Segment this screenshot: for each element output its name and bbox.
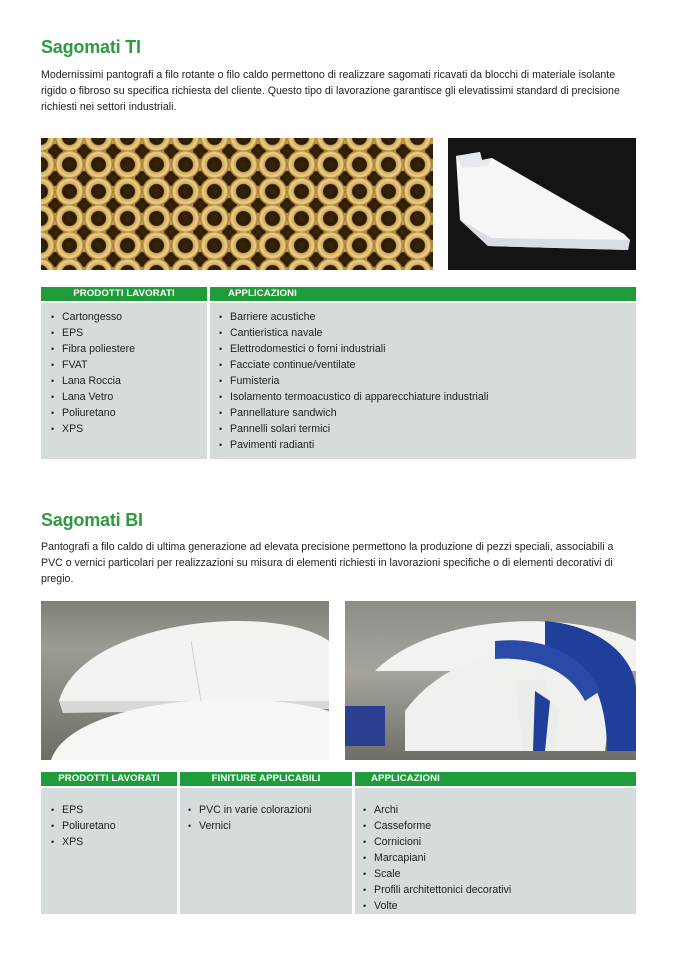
list-item: • Vernici bbox=[188, 818, 352, 834]
list-item: • Poliuretano bbox=[51, 405, 207, 421]
column-applicazioni bbox=[210, 303, 636, 459]
list-item: • Pannellature sandwich bbox=[219, 405, 636, 421]
list-item: • FVAT bbox=[51, 357, 207, 373]
photo-foam-blue-arches bbox=[345, 601, 636, 760]
list-item: • Pavimenti radianti bbox=[219, 437, 636, 453]
header-applicazioni: APPLICAZIONI bbox=[210, 287, 636, 301]
list-item: • Volte bbox=[363, 898, 636, 914]
list-item: • Cantieristica navale bbox=[219, 325, 636, 341]
list-item: • Barriere acustiche bbox=[219, 309, 636, 325]
list-item: • Lana Roccia bbox=[51, 373, 207, 389]
list-item: • XPS bbox=[51, 834, 177, 850]
list-item: • Fibra poliestere bbox=[51, 341, 207, 357]
photo-insulation-pipes bbox=[41, 138, 433, 270]
list-item: • Cartongesso bbox=[51, 309, 207, 325]
list-item: • EPS bbox=[51, 802, 177, 818]
list-item: • Isolamento termoacustico di apparecchiature industriali bbox=[219, 389, 636, 405]
header-applicazioni: APPLICAZIONI bbox=[355, 772, 636, 786]
list-item: • Scale bbox=[363, 866, 636, 882]
column-prodotti bbox=[41, 788, 177, 914]
list-item: • Facciate continue/ventilate bbox=[219, 357, 636, 373]
list-item: • PVC in varie colorazioni bbox=[188, 802, 352, 818]
list-item: • Cornicioni bbox=[363, 834, 636, 850]
table-bi bbox=[41, 772, 636, 914]
header-prodotti-lavorati: PRODOTTI LAVORATI bbox=[41, 287, 207, 301]
table-ti bbox=[41, 287, 636, 459]
intro-ti: Modernissimi pantografi a filo rotante o filo caldo permettono di realizzare sagomati ricavati da blocchi di materiale isolante rigido o fibroso su specifica richiesta del cliente. Questo tipo di lavorazione garantisce gli elevatissimi standard di precisione richiesti nei settori industriali. bbox=[41, 69, 620, 113]
list-item: • Pannelli solari termici bbox=[219, 421, 636, 437]
section-title-bi: Sagomati BI bbox=[41, 510, 143, 530]
list-item: • Poliuretano bbox=[51, 818, 177, 834]
photo-foam-arches bbox=[41, 601, 329, 760]
section-title-ti: Sagomati TI bbox=[41, 37, 141, 57]
list-item: • Fumisteria bbox=[219, 373, 636, 389]
column-applicazioni bbox=[355, 788, 636, 914]
list-item: • Profili architettonici decorativi bbox=[363, 882, 636, 898]
column-finiture bbox=[180, 788, 352, 914]
list-item: • Marcapiani bbox=[363, 850, 636, 866]
column-prodotti bbox=[41, 303, 207, 459]
intro-bi: Pantografi a filo caldo di ultima generazione ad elevata precisione permettono la produzione di pezzi speciali, associabili a PVC o vernici particolari per realizzazioni su misura di elementi richiesti in lavorazioni specifiche o di elementi decorativi di pregio. bbox=[41, 541, 614, 585]
list-item: • Casseforme bbox=[363, 818, 636, 834]
list-item: • Elettrodomestici o forni industriali bbox=[219, 341, 636, 357]
header-prodotti-lavorati: PRODOTTI LAVORATI bbox=[41, 772, 177, 786]
list-item: • EPS bbox=[51, 325, 207, 341]
photo-foam-shape bbox=[448, 138, 636, 270]
list-item: • Archi bbox=[363, 802, 636, 818]
list-item: • XPS bbox=[51, 421, 207, 437]
list-item: • Lana Vetro bbox=[51, 389, 207, 405]
header-finiture-applicabili: FINITURE APPLICABILI bbox=[180, 772, 352, 786]
